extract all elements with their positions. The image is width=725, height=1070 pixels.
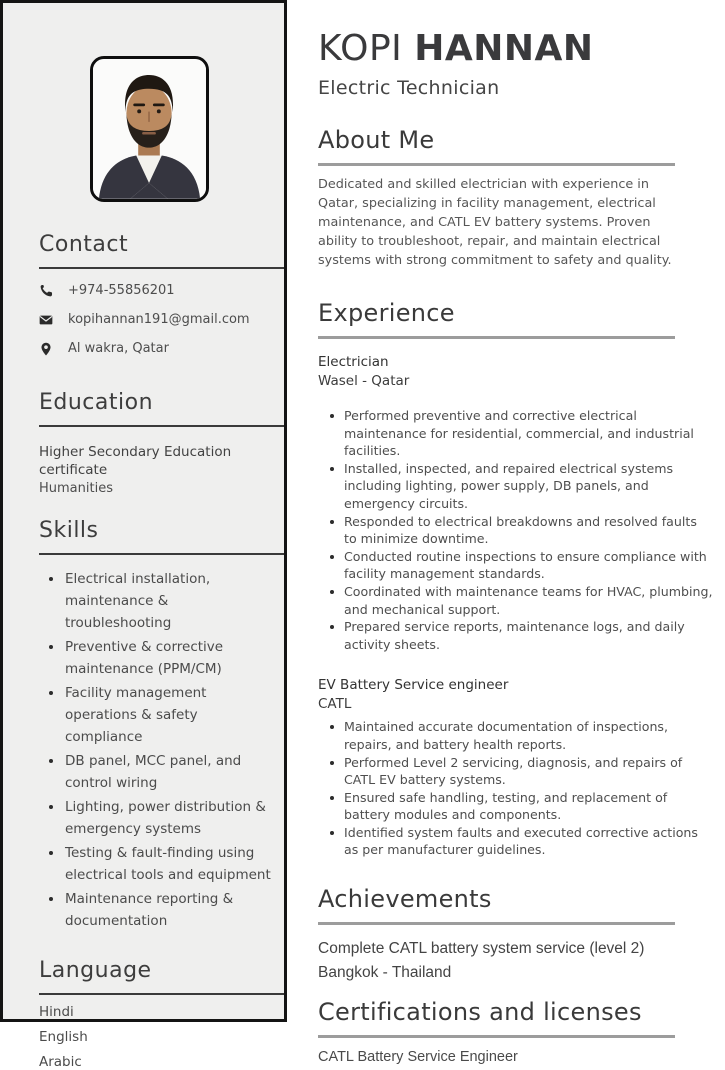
bullet-dot [49,851,53,855]
bullet-text: Performed preventive and corrective electrical maintenance for residential, commercial, and industrial facilities. [344,408,694,459]
language-divider [39,993,284,995]
contact-email-value: kopihannan191@gmail.com [68,312,250,327]
skill-text: Lighting, power distribution & emergency systems [65,799,266,837]
bullet-dot [49,805,53,809]
bullet-dot [330,467,334,471]
bullet-text: Prepared service reports, maintenance logs, and daily activity sheets. [344,619,685,652]
skills-list [39,568,284,932]
skill-text: Testing & fault-finding using electrical tools and equipment [65,845,271,883]
contact-divider [39,267,284,269]
bullet-dot [330,831,334,835]
skills-section [3,518,284,932]
contact-list [39,283,284,356]
achievements-divider [318,922,675,925]
bullet-dot [330,555,334,559]
language-heading: Language [39,958,152,983]
bullet-dot [330,414,334,418]
bullet-dot [330,520,334,524]
skill-item [39,842,274,886]
certifications-heading: Certifications and licenses [318,998,642,1027]
skill-item [39,682,274,748]
achievements-heading: Achievements [318,885,492,914]
experience-heading: Experience [318,299,455,327]
achievements-body [318,937,713,985]
bullet-dot [49,759,53,763]
language-item: Arabic [39,1054,82,1070]
language-list [39,1004,284,1070]
candidate-name [318,28,713,69]
certifications-divider [318,1035,675,1038]
skill-text: Electrical installation, maintenance & troubleshooting [65,571,211,631]
email-icon [39,313,53,327]
job-role: Electrician [318,354,389,370]
location-icon [39,342,53,356]
education-degree: Higher Secondary Education certificate [39,444,232,478]
candidate-title: Electric Technician [318,77,500,99]
contact-phone [39,283,284,298]
phone-icon [39,284,53,298]
job-bullets [318,407,713,653]
skills-heading: Skills [39,518,99,543]
last-name: HANNAN [414,28,594,69]
education-field: Humanities [39,481,113,496]
first-name: KOPI [318,28,403,69]
education-divider [39,425,284,427]
job-bullet [318,460,713,513]
about-section [318,126,713,270]
bullet-dot [330,590,334,594]
experience-divider [318,336,675,339]
job-bullets [318,718,713,859]
job-company: CATL [318,696,352,713]
certification-text: CATL Battery Service Engineer [318,1049,518,1066]
job-bullet [318,718,713,753]
job-entry [318,353,713,653]
job-bullet [318,824,713,859]
about-heading: About Me [318,126,435,154]
skill-item [39,888,274,932]
bullet-dot [49,645,53,649]
job-role: EV Battery Service engineer [318,677,509,694]
contact-heading: Contact [39,232,129,257]
achievement-line: Bangkok - Thailand [318,964,452,982]
bullet-text: Coordinated with maintenance teams for HVAC, plumbing, and mechanical support. [344,583,713,617]
job-bullet [318,583,713,618]
portrait-illustration [93,59,206,199]
language-item: Hindi [39,1004,74,1020]
bullet-text: Responded to electrical breakdowns and resolved faults to minimize downtime. [344,513,697,547]
achievement-line: Complete CATL battery system service (level 2) [318,940,645,958]
job-bullet [318,548,713,583]
bullet-text: Ensured safe handling, testing, and replacement of battery modules and components. [344,789,668,823]
contact-email [39,312,284,327]
bullet-dot [49,577,53,581]
certifications-section [318,998,713,1065]
profile-photo [90,56,209,202]
language-item: English [39,1029,88,1045]
bullet-text: Maintained accurate documentation of inspections, repairs, and battery health reports. [344,719,669,752]
job-company: Wasel - Qatar [318,373,410,389]
contact-phone-value: +974-55856201 [68,283,175,298]
education-section [3,390,284,496]
main-content [287,0,725,1065]
job-bullet [318,618,713,653]
bullet-dot [330,796,334,800]
bullet-text: Performed Level 2 servicing, diagnosis, and repairs of CATL EV battery systems. [344,754,683,788]
contact-section [3,232,284,356]
achievements-section [318,885,713,985]
bullet-dot [330,725,334,729]
bullet-text: Conducted routine inspections to ensure compliance with facility management standards. [344,548,707,582]
bullet-dot [330,625,334,629]
about-divider [318,163,675,166]
job-bullet [318,754,713,789]
skill-item [39,636,274,680]
skill-item [39,568,274,634]
skill-text: DB panel, MCC panel, and control wiring [65,753,242,791]
job-bullet [318,407,713,460]
job-bullet [318,789,713,824]
job-bullet [318,513,713,548]
skill-text: Maintenance reporting & documentation [65,891,234,929]
skill-item [39,796,274,840]
skills-divider [39,553,284,555]
job-entry [318,676,713,859]
contact-location-value: Al wakra, Qatar [68,341,169,356]
bullet-dot [49,897,53,901]
skill-text: Facility management operations & safety compliance [65,685,207,745]
bullet-text: Installed, inspected, and repaired electrical systems including lighting, power supply, DB panels, and emergency circuits. [344,460,674,511]
experience-section [318,299,713,859]
about-text: Dedicated and skilled electrician with experience in Qatar, specializing in facility management, electrical maintenance, and CATL EV battery systems. Proven ability to troubleshoot, repair, and maintain electrical systems with strong commitment to safety and quality. [318,177,672,268]
language-section [3,958,284,1070]
bullet-dot [330,761,334,765]
education-heading: Education [39,390,154,415]
skill-item [39,750,274,794]
sidebar [0,0,287,1070]
bullet-text: Identified system faults and executed corrective actions as per manufacturer guidelines. [344,824,698,858]
contact-location [39,341,284,356]
bullet-dot [49,691,53,695]
skill-text: Preventive & corrective maintenance (PPM/CM) [65,639,224,677]
